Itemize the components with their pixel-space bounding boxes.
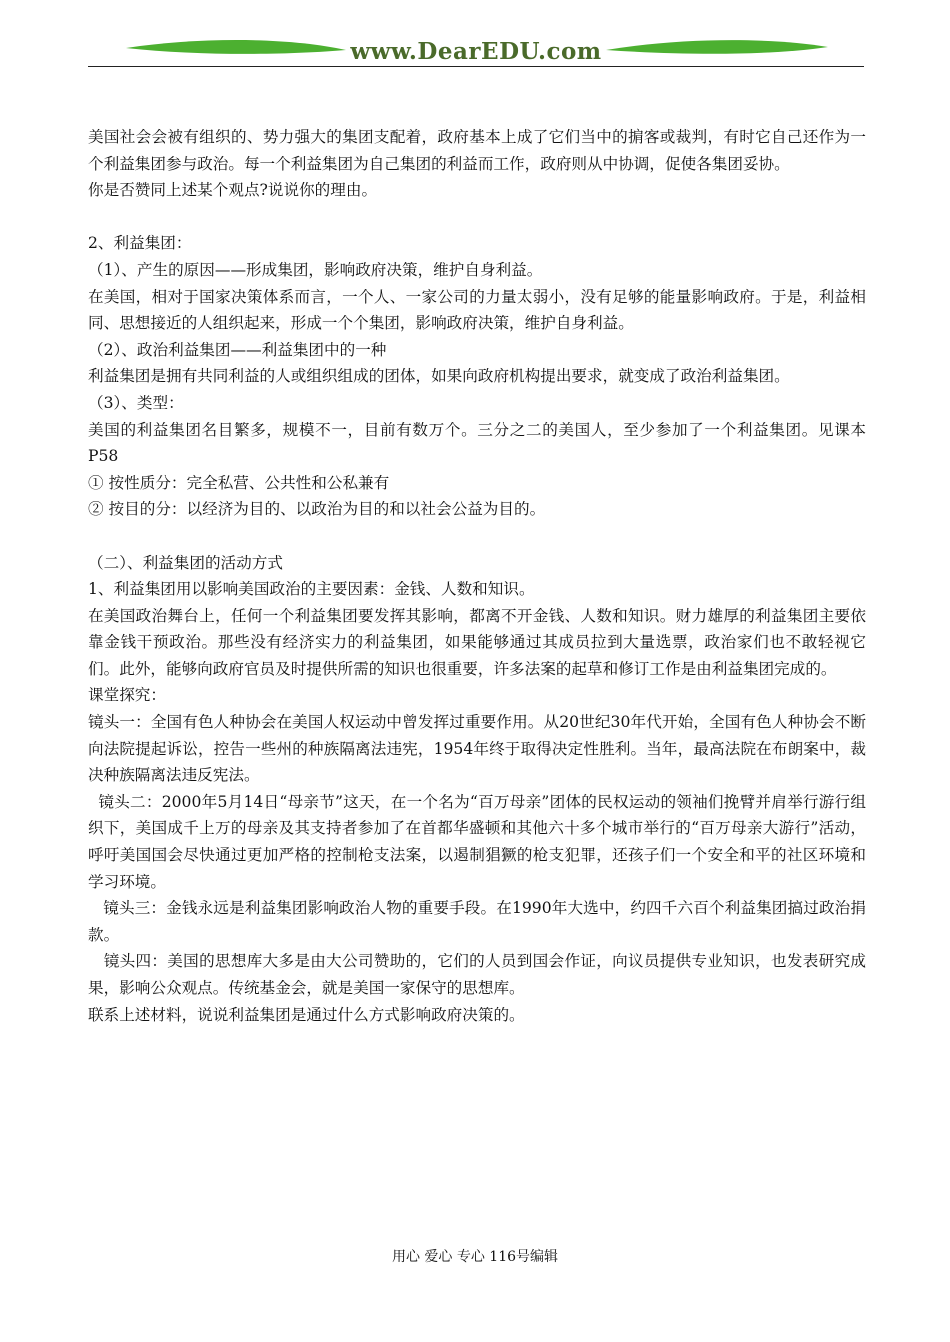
paragraph: 镜头三：金钱永远是利益集团影响政治人物的重要手段。在1990年大选中，约四千六百个利益集团搞过政治捐款。 bbox=[88, 899, 866, 944]
paragraph: （3）、类型： bbox=[88, 393, 184, 412]
list-item: ① 按性质分：完全私营、公共性和公私兼有 bbox=[88, 473, 390, 492]
paragraph: 镜头一：全国有色人种协会在美国人权运动中曾发挥过重要作用。从20世纪30年代开始，全国有色人种协会不断向法院提起诉讼，控告一些州的种族隔离法违宪，1954年终于取得决定性胜利。当年，最高法院在布朗案中，裁决种族隔离法违反宪法。 bbox=[88, 713, 866, 785]
paragraph: 镜头四：美国的思想库大多是由大公司赞助的，它们的人员到国会作证，向议员提供专业知识，也发表研究成果，影响公众观点。传统基金会，就是美国一家保守的思想库。 bbox=[88, 952, 866, 997]
paragraph: 联系上述材料，说说利益集团是通过什么方式影响政府决策的。 bbox=[88, 1005, 525, 1024]
paragraph: 美国社会会被有组织的、势力强大的集团支配着，政府基本上成了它们当中的掮客或裁判，有时它自己还作为一个利益集团参与政治。每一个利益集团为自己集团的利益而工作，政府则从中协调，促使各集团妥协。 bbox=[88, 128, 866, 173]
logo-text: www.DearEDU.com bbox=[350, 38, 602, 65]
header-rule bbox=[88, 66, 864, 67]
document-body bbox=[88, 124, 866, 1028]
paragraph: 1、利益集团用以影响美国政治的主要因素：金钱、人数和知识。 bbox=[88, 580, 535, 599]
paragraph: 在美国，相对于国家决策体系而言，一个人、一家公司的力量太弱小，没有足够的能量影响政府。于是，利益相同、思想接近的人组织起来，形成一个个集团，影响政府决策，维护自身利益。 bbox=[88, 287, 866, 333]
paragraph: 利益集团是拥有共同利益的人或组织组成的团体，如果向政府机构提出要求，就变成了政治利益集团。 bbox=[88, 367, 790, 386]
page-footer: 用心 爱心 专心 116号编辑 bbox=[391, 1249, 559, 1265]
blank-line bbox=[88, 204, 866, 231]
paragraph: 课堂探究： bbox=[88, 686, 166, 705]
list-item: ② 按目的分：以经济为目的、以政治为目的和以社会公益为目的。 bbox=[88, 500, 546, 519]
site-header-logo bbox=[88, 34, 864, 70]
section-heading: 2、利益集团： bbox=[88, 234, 192, 253]
section-heading: （二）、利益集团的活动方式 bbox=[88, 553, 283, 572]
paragraph: 镜头二：2000年5月14日“母亲节”这天，在一个名为“百万母亲”团体的民权运动的领袖们挽臂并肩举行游行组织下，美国成千上万的母亲及其支持者参加了在首都华盛顿和其他六十多个城市举行的“百万母亲大游行”活动，呼吁美国国会尽快通过更加严格的控制枪支法案，以遏制猖獗的枪支犯罪，还孩子们一个安全和平的社区环境和学习环境。 bbox=[88, 792, 866, 891]
blank-line bbox=[88, 523, 866, 550]
paragraph: 你是否赞同上述某个观点?说说你的理由。 bbox=[88, 181, 378, 200]
paragraph: 在美国政治舞台上，任何一个利益集团要发挥其影响，都离不开金钱、人数和知识。财力雄厚的利益集团主要依靠金钱干预政治。那些没有经济实力的利益集团，如果能够通过其成员拉到大量选票，政治家们也不敢轻视它们。此外，能够向政府官员及时提供所需的知识也很重要，许多法案的起草和修订工作是由利益集团完成的。 bbox=[88, 606, 866, 678]
paragraph: （2）、政治利益集团——利益集团中的一种 bbox=[88, 340, 387, 359]
paragraph: （1）、产生的原因——形成集团，影响政府决策，维护自身利益。 bbox=[88, 260, 543, 279]
paragraph: 美国的利益集团名目繁多，规模不一，目前有数万个。三分之二的美国人，至少参加了一个利益集团。见课本P58 bbox=[88, 420, 866, 466]
